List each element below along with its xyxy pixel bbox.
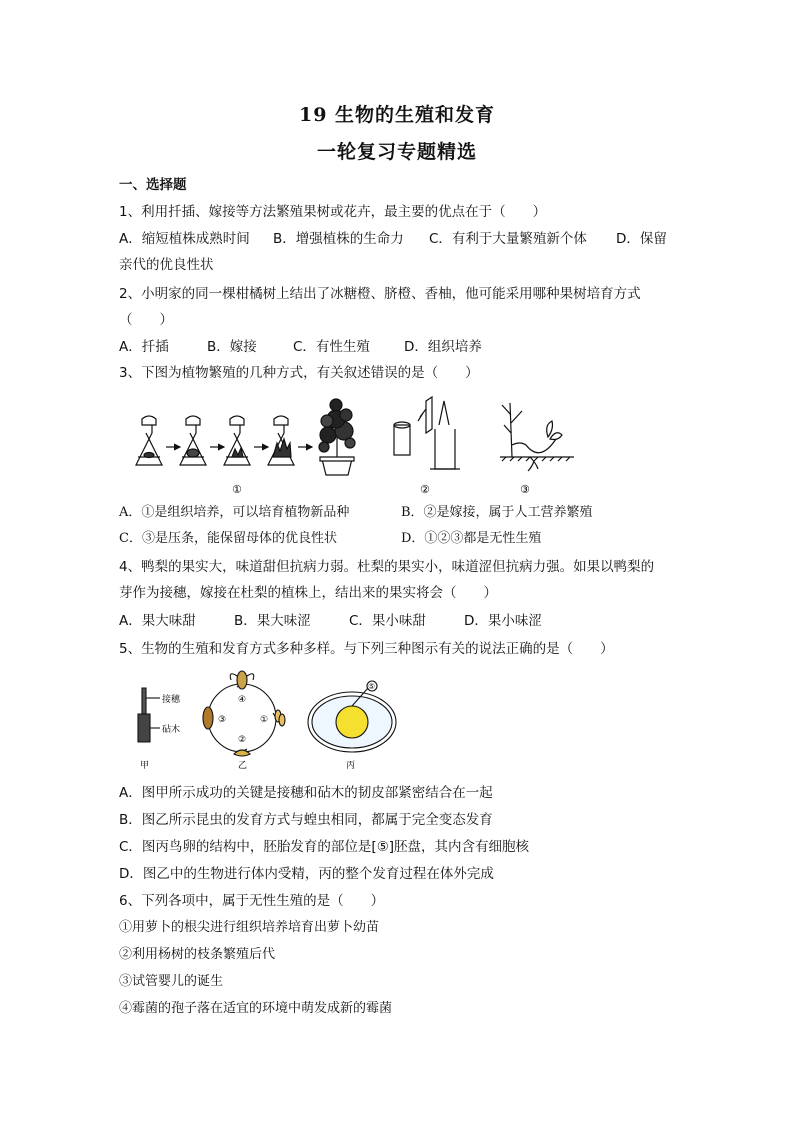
q5-option-b: B．图乙所示昆虫的发育方式与蝗虫相同，都属于完全变态发育	[119, 812, 493, 828]
q3-fig-label-1: ①	[232, 483, 242, 496]
q3-figure	[130, 395, 570, 497]
q6-item-1: ①用萝卜的根尖进行组织培养培育出萝卜幼苗	[119, 920, 380, 935]
q5-option-d: D．图乙中的生物进行体内受精，丙的整个发育过程在体外完成	[119, 866, 494, 882]
q2-option-d: D．组织培养	[404, 339, 482, 355]
q6-item-4: ④霉菌的孢子落在适宜的环境中萌发成新的霉菌	[119, 1001, 393, 1016]
q5-stem: 5、生物的生殖和发育方式多种多样。与下列三种图示有关的说法正确的是（ ）	[119, 641, 614, 657]
q3-stem: 3、下图为植物繁殖的几种方式，有关叙述错误的是（ ）	[119, 365, 479, 381]
culture-flask-4	[268, 416, 294, 465]
q1-stem: 1、利用扦插、嫁接等方法繁殖果树或花卉，最主要的优点在于（ ）	[119, 204, 547, 220]
label-num-5: ⑤	[368, 682, 376, 691]
q4-option-a: A．果大味甜	[119, 613, 196, 629]
label-num-4: ④	[238, 695, 247, 705]
q3-fig-label-2: ②	[420, 483, 430, 496]
q5-option-c: C．图丙鸟卵的结构中，胚胎发育的部位是[⑤]胚盘，其内含有细胞核	[119, 839, 530, 855]
q1-option-a: A．缩短植株成熟时间	[119, 231, 250, 247]
label-yi: 乙	[238, 761, 248, 771]
q5-option-a: A．图甲所示成功的关键是接穗和砧木的韧皮部紧密结合在一起	[119, 785, 493, 801]
q1-option-b: B．增强植株的生命力	[273, 231, 404, 247]
q2-option-b: B．嫁接	[207, 339, 257, 355]
q3-option-a: A．①是组织培养，可以培育植物新品种	[119, 505, 350, 520]
q4-options	[119, 612, 559, 630]
culture-flask-2	[180, 416, 206, 465]
label-jiesui: 接穗	[162, 695, 181, 705]
q4-stem-cont: 芽作为接穗，嫁接在杜梨的植株上，结出来的果实将会（ ）	[119, 585, 497, 601]
grafting-drawing	[394, 397, 460, 469]
label-zhanmu: 砧木	[162, 725, 181, 735]
label-num-3: ③	[218, 715, 227, 725]
q6-item-3: ③试管婴儿的诞生	[119, 974, 224, 989]
q1-option-c: C．有利于大量繁殖新个体	[429, 231, 587, 247]
q5-figure	[130, 668, 400, 773]
q4-option-c: C．果小味甜	[349, 613, 426, 629]
q3-option-b: B．②是嫁接，属于人工营养繁殖	[401, 505, 593, 520]
label-bing: 丙	[346, 761, 356, 771]
q2-option-a: A．扦插	[119, 339, 169, 355]
label-num-2: ②	[238, 735, 247, 745]
graft-figure-jia	[138, 688, 160, 742]
label-num-1: ①	[260, 715, 269, 725]
q4-option-d: D．果小味涩	[464, 613, 542, 629]
q6-stem: 6、下列各项中，属于无性生殖的是（ ）	[119, 893, 385, 909]
q1-option-d-cont: 亲代的优良性状	[119, 257, 214, 273]
q3-option-c: C．③是压条，能保留母体的优良性状	[119, 531, 337, 546]
q2-option-c: C．有性生殖	[293, 339, 370, 355]
q1-options	[119, 230, 679, 248]
document-title: 19 生物的生殖和发育	[298, 104, 496, 126]
q3-option-d: D．①②③都是无性生殖	[401, 531, 542, 546]
q3-options-ab	[119, 504, 679, 522]
q3-fig-label-3: ③	[520, 483, 530, 496]
q2-options	[119, 338, 539, 356]
q1-option-d: D．保留	[616, 231, 667, 247]
culture-flask-3	[224, 416, 250, 465]
q4-option-b: B．果大味涩	[234, 613, 311, 629]
q2-stem: 2、小明家的同一棵柑橘树上结出了冰糖橙、脐橙、香柚，他可能采用哪种果树培育方式	[119, 286, 641, 302]
q4-stem: 4、鸭梨的果实大，味道甜但抗病力弱。杜梨的果实小，味道涩但抗病力强。如果以鸭梨的	[119, 559, 655, 575]
q3-options-cd	[119, 530, 679, 548]
section-heading: 一、选择题	[119, 177, 187, 193]
layering-drawing	[500, 403, 574, 471]
q6-item-2: ②利用杨树的枝条繁殖后代	[119, 947, 276, 962]
document-subtitle: 一轮复习专题精选	[316, 141, 477, 163]
culture-flask-1	[136, 416, 162, 465]
bird-egg-figure-bing	[308, 681, 396, 752]
potted-plant	[319, 399, 355, 475]
label-jia: 甲	[140, 761, 150, 771]
q2-stem-cont: （ ）	[119, 312, 173, 328]
